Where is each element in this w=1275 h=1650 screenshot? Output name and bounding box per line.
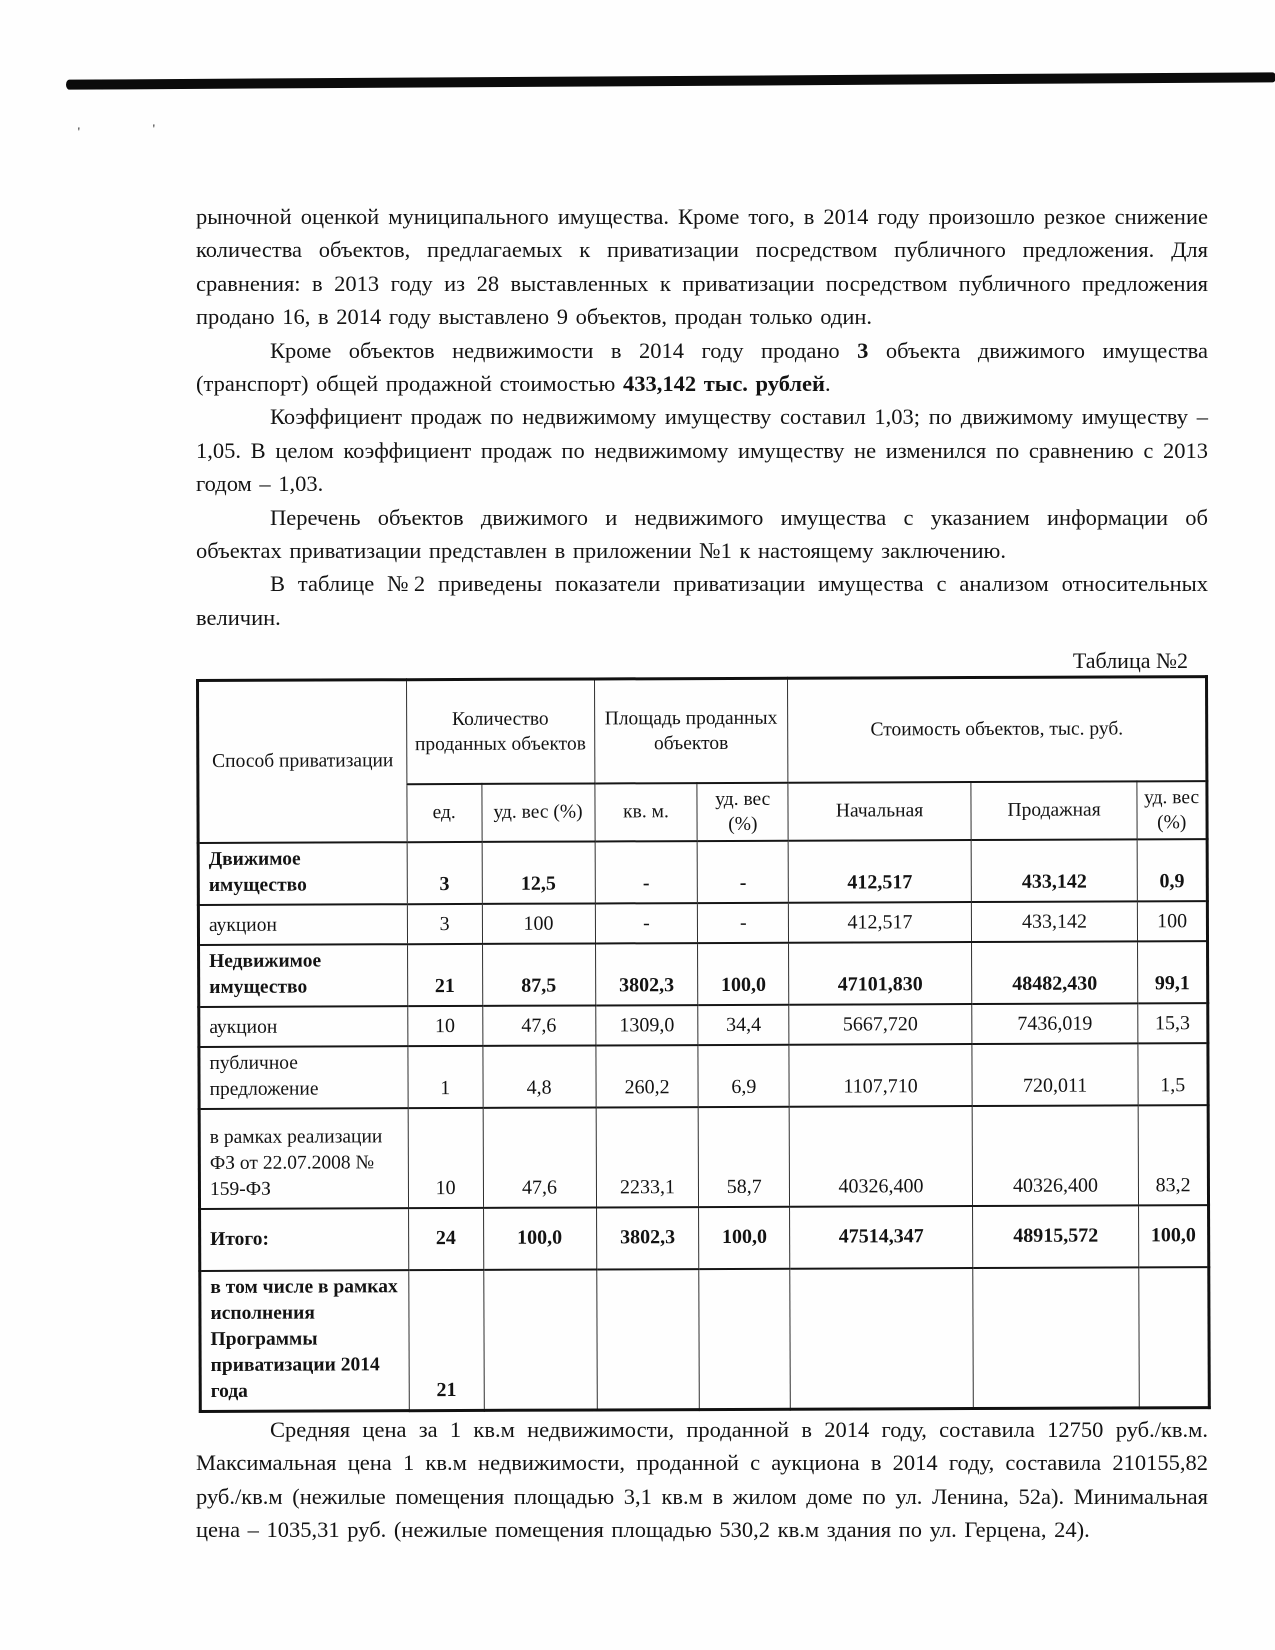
privatization-table-body — [198, 839, 1209, 1411]
row-label: аукцион — [198, 904, 407, 945]
table-cell: 48915,572 — [972, 1205, 1139, 1268]
header-sub-cell: уд. вес (%) — [1137, 781, 1207, 839]
row-label: аукцион — [199, 1006, 408, 1047]
row-label: публичное предложение — [199, 1046, 408, 1109]
table-cell: 412,517 — [788, 840, 971, 903]
scan-artifact-bar — [66, 72, 1275, 89]
table-cell: 0,9 — [1137, 839, 1207, 901]
table-cell: 720,011 — [972, 1043, 1139, 1106]
table-cell: 3802,3 — [595, 943, 698, 1005]
table-cell: 40326,400 — [972, 1105, 1139, 1206]
table-cell: 83,2 — [1138, 1105, 1208, 1205]
header-sub-cell: уд. вес (%) — [481, 783, 594, 841]
scan-speck: ' — [77, 124, 81, 139]
table-row — [200, 1267, 1210, 1411]
table-cell — [1139, 1267, 1209, 1408]
header-sub-cell: Начальная — [788, 782, 971, 841]
row-label: в том числе в рамках исполнения Программы приватизации 2014 года — [200, 1270, 409, 1411]
table-cell — [596, 1269, 699, 1410]
table-cell: - — [698, 841, 789, 903]
table-header-group-row — [198, 677, 1207, 785]
table-cell: 100,0 — [1139, 1205, 1209, 1267]
table-cell: 40326,400 — [789, 1106, 972, 1207]
bold-value-sale-sum: 433,142 тыс. рублей — [622, 371, 825, 397]
table-cell: 24 — [408, 1208, 483, 1270]
paragraph-text: объекта движимого имущества (транспорт) общей продажной стоимостью — [196, 337, 1208, 397]
table-cell: 260,2 — [595, 1045, 698, 1107]
table-cell: 100,0 — [698, 943, 789, 1005]
table-cell: 2233,1 — [596, 1107, 699, 1207]
table-cell: 100,0 — [483, 1207, 596, 1269]
table-cell: 100 — [1138, 901, 1208, 941]
header-sub-cell: Продажная — [971, 781, 1138, 840]
table-cell: 47,6 — [482, 1005, 595, 1045]
paragraph-objects-list: Перечень объектов движимого и недвижимого имущества с указанием информации об объектах приватизации представлен в приложении №1 к настоящему заключению. — [196, 504, 1208, 564]
table-cell: 1309,0 — [595, 1005, 698, 1045]
header-method: Способ приватизации — [198, 680, 407, 843]
table-cell: 58,7 — [699, 1107, 790, 1207]
table-row — [198, 901, 1207, 945]
paragraph-movable-sales — [196, 334, 1208, 401]
table-cell: 412,517 — [789, 902, 972, 943]
paragraph-table-intro: В таблице №2 приведены показатели приватизации имущества с анализом относительных величин. — [196, 571, 1208, 630]
table-row — [198, 839, 1207, 905]
bold-value-objects-count: 3 — [857, 337, 869, 363]
table-cell: 87,5 — [482, 943, 595, 1005]
row-label: Итого: — [200, 1208, 409, 1271]
table-cell — [699, 1269, 790, 1410]
table-cell: 3802,3 — [596, 1207, 699, 1269]
table-cell: 100,0 — [699, 1207, 790, 1269]
table-cell: - — [698, 903, 789, 943]
table-row — [200, 1205, 1209, 1271]
table-cell: 47514,347 — [790, 1206, 973, 1269]
table-cell: 1,5 — [1138, 1043, 1208, 1105]
table-cell — [790, 1268, 973, 1409]
table-cell: 47101,830 — [789, 942, 972, 1005]
table-cell: 12,5 — [482, 841, 595, 903]
table-cell: 1 — [408, 1046, 483, 1108]
table-cell: 10 — [408, 1006, 483, 1046]
table-cell: 48482,430 — [971, 941, 1138, 1004]
header-sub-cell: ед. — [407, 784, 482, 842]
table-cell — [483, 1269, 597, 1410]
table-cell: 3 — [407, 842, 482, 904]
paragraph-sales-coefficient: Коэффициент продаж по недвижимому имуществу составил 1,03; по движимому имуществу – 1,05. В целом коэффициент продаж по недвижимому имуществу не изменился по сравнению с 2013 годом – 1,03. — [196, 404, 1208, 497]
table-cell: 6,9 — [698, 1045, 789, 1107]
table-caption: Таблица №2 — [1072, 648, 1188, 674]
table-cell: 47,6 — [483, 1107, 596, 1207]
table-cell: - — [595, 841, 698, 903]
table-row — [199, 1003, 1208, 1047]
table-cell: 433,142 — [971, 839, 1138, 902]
table-cell: 21 — [407, 944, 482, 1006]
header-quantity-group: Количество проданных объектов — [406, 679, 594, 784]
document-content — [196, 200, 1208, 1546]
table-cell: 7436,019 — [972, 1003, 1139, 1044]
table-cell: 21 — [409, 1270, 484, 1411]
table-cell: 433,142 — [971, 901, 1138, 942]
paragraph-text: . — [825, 371, 831, 397]
table-row — [199, 1105, 1208, 1209]
table-cell: 15,3 — [1138, 1003, 1208, 1043]
paragraph-price-per-sqm: Средняя цена за 1 кв.м недвижимости, проданной в 2014 году, составила 12750 руб./кв.м. Максимальная цена 1 кв.м недвижимости, проданной с аукциона в 2014 году, составила 210155,82 руб./кв.м (нежилые помещения площадью 3,1 кв.м в жилом доме по ул. Ленина, 52а). Минимальная цена – 1035,31 руб. (нежилые помещения площадью 530,2 кв.м здания по ул. Герцена, 24). — [196, 1416, 1208, 1542]
row-label: в рамках реализации ФЗ от 22.07.2008 № 159-ФЗ — [199, 1108, 408, 1209]
table-cell: 1107,710 — [789, 1044, 972, 1107]
table-cell: 5667,720 — [789, 1004, 972, 1045]
paragraph-market-valuation: рыночной оценкой муниципального имущества. Кроме того, в 2014 году произошло резкое снижение количества объектов, предлагаемых к приватизации посредством публичного предложения. Для сравнения: в 2013 году из 28 выставленных к приватизации посредством публичного предложения продано 16, в 2014 году выставлено 9 объектов, продан только один. — [196, 204, 1208, 330]
table-row — [199, 941, 1208, 1007]
header-value-group: Стоимость объектов, тыс. руб. — [788, 677, 1207, 783]
table-row — [199, 1043, 1208, 1109]
table-cell: 34,4 — [698, 1005, 789, 1045]
table-cell: - — [595, 903, 698, 943]
scan-speck: ' — [152, 121, 156, 136]
header-sub-cell: уд. вес (%) — [697, 783, 788, 841]
header-area-group: Площадь проданных объектов — [594, 679, 788, 784]
paragraph-text: Кроме объектов недвижимости в 2014 году продано — [270, 337, 858, 363]
privatization-table — [196, 675, 1211, 1412]
table-cell: 4,8 — [482, 1045, 595, 1107]
table-cell: 100 — [482, 903, 595, 943]
row-label: Движимое имущество — [198, 842, 407, 905]
table-cell: 10 — [408, 1108, 483, 1208]
table-cell — [973, 1267, 1140, 1408]
table-cell: 3 — [407, 904, 482, 944]
header-sub-cell: кв. м. — [594, 783, 697, 841]
row-label: Недвижимое имущество — [199, 944, 408, 1007]
table-cell: 99,1 — [1138, 941, 1208, 1003]
